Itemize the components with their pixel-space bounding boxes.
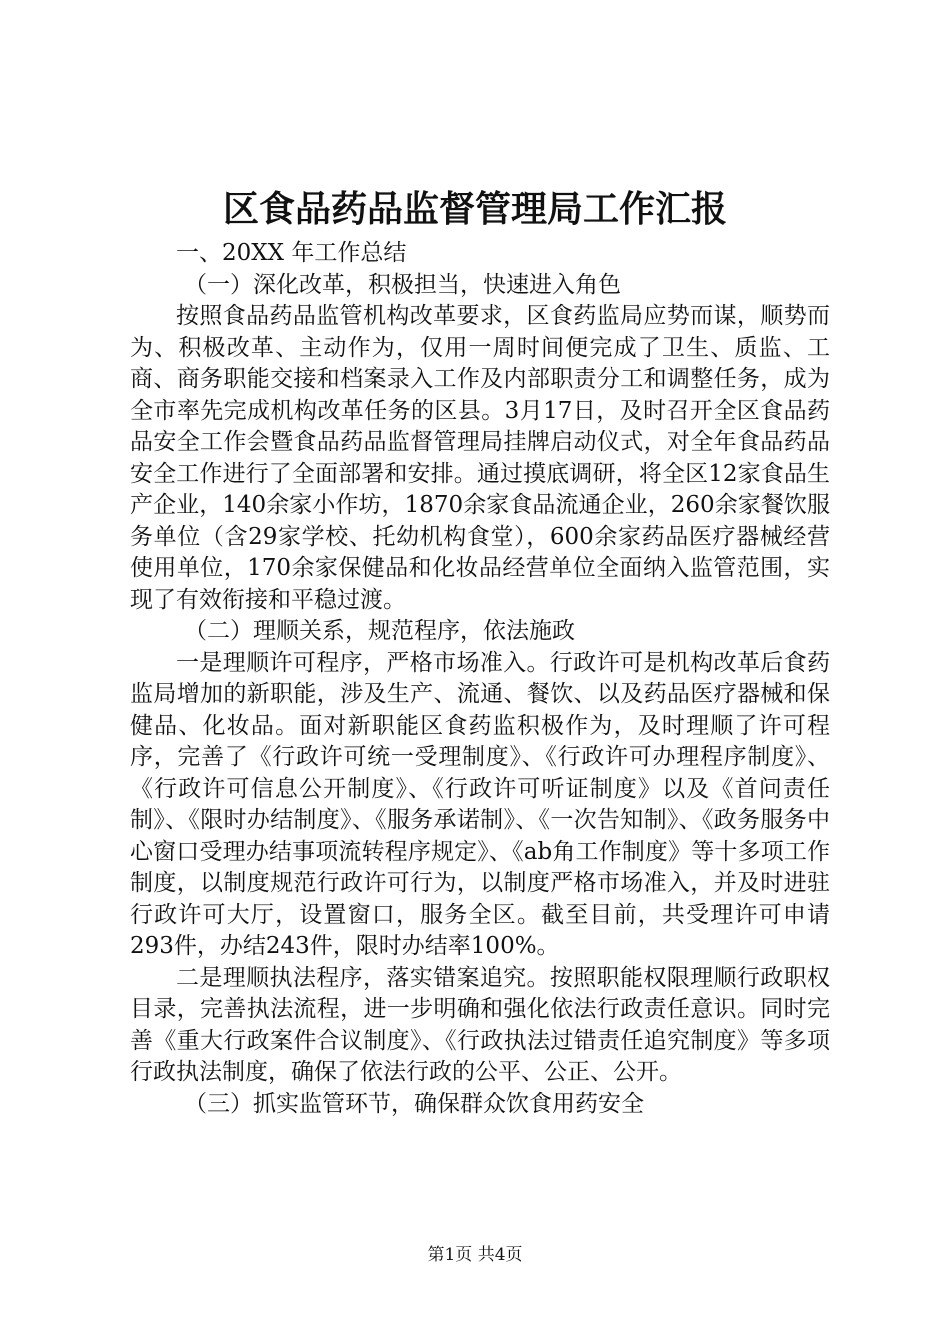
subsection-heading-2: （二）理顺关系，规范程序，依法施政 — [184, 618, 575, 644]
document-body — [130, 238, 830, 1120]
section-heading-summary: 一、20XX 年工作总结 — [176, 240, 407, 266]
page-footer: 第1页 共4页 — [427, 1245, 523, 1265]
subsection-heading-1: （一）深化改革，积极担当，快速进入角色 — [184, 271, 621, 298]
subsection-heading-3: （三）抓实监管环节，确保群众饮食用药安全 — [184, 1090, 644, 1117]
document-title: 区食品药品监督管理局工作汇报 — [222, 188, 727, 230]
paragraph-licensing: 一是理顺许可程序，严格市场准入。行政许可是机构改革后食药监局增加的新职能，涉及生产、流通、餐饮、以及药品医疗器械和保健品、化妆品。面对新职能区食药监积极作为，及时理顺了许可程序，完善了《行政许可统一受理制度》、《行政许可办理程序制度》、《行政许可信息公开制度》、《行政许可听证制度》以及《首问责任制》、《限时办结制度》、《服务承诺制》、《一次告知制》、《政务服务中心窗口受理办结事项流转程序规定》、《ab角工作制度》等十多项工作制度，以制度规范行政许可行为，以制度严格市场准入，并及时进驻行政许可大厅，设置窗口，服务全区。截至目前，共受理许可申请293件，办结243件，限时办结率100%。 — [130, 649, 830, 959]
paragraph-enforcement: 二是理顺执法程序，落实错案追究。按照职能权限理顺行政职权目录，完善执法流程，进一步明确和强化依法行政责任意识。同时完善《重大行政案件合议制度》、《行政执法过错责任追究制度》等多项行政执法制度，确保了依法行政的公平、公正、公开。 — [130, 964, 830, 1085]
paragraph-reform: 按照食品药品监管机构改革要求，区食药监局应势而谋，顺势而为、积极改革、主动作为，仅用一周时间便完成了卫生、质监、工商、商务职能交接和档案录入工作及内部职责分工和调整任务，成为全市率先完成机构改革任务的区县。3月17日，及时召开全区食品药品安全工作会暨食品药品监督管理局挂牌启动仪式，对全年食品药品安全工作进行了全面部署和安排。通过摸底调研，将全区12家食品生产企业，140余家小作坊，1870余家食品流通企业，260余家餐饮服务单位（含29家学校、托幼机构食堂），600余家药品医疗器械经营使用单位，170余家保健品和化妆品经营单位全面纳入监管范围，实现了有效衔接和平稳过渡。 — [130, 303, 830, 613]
